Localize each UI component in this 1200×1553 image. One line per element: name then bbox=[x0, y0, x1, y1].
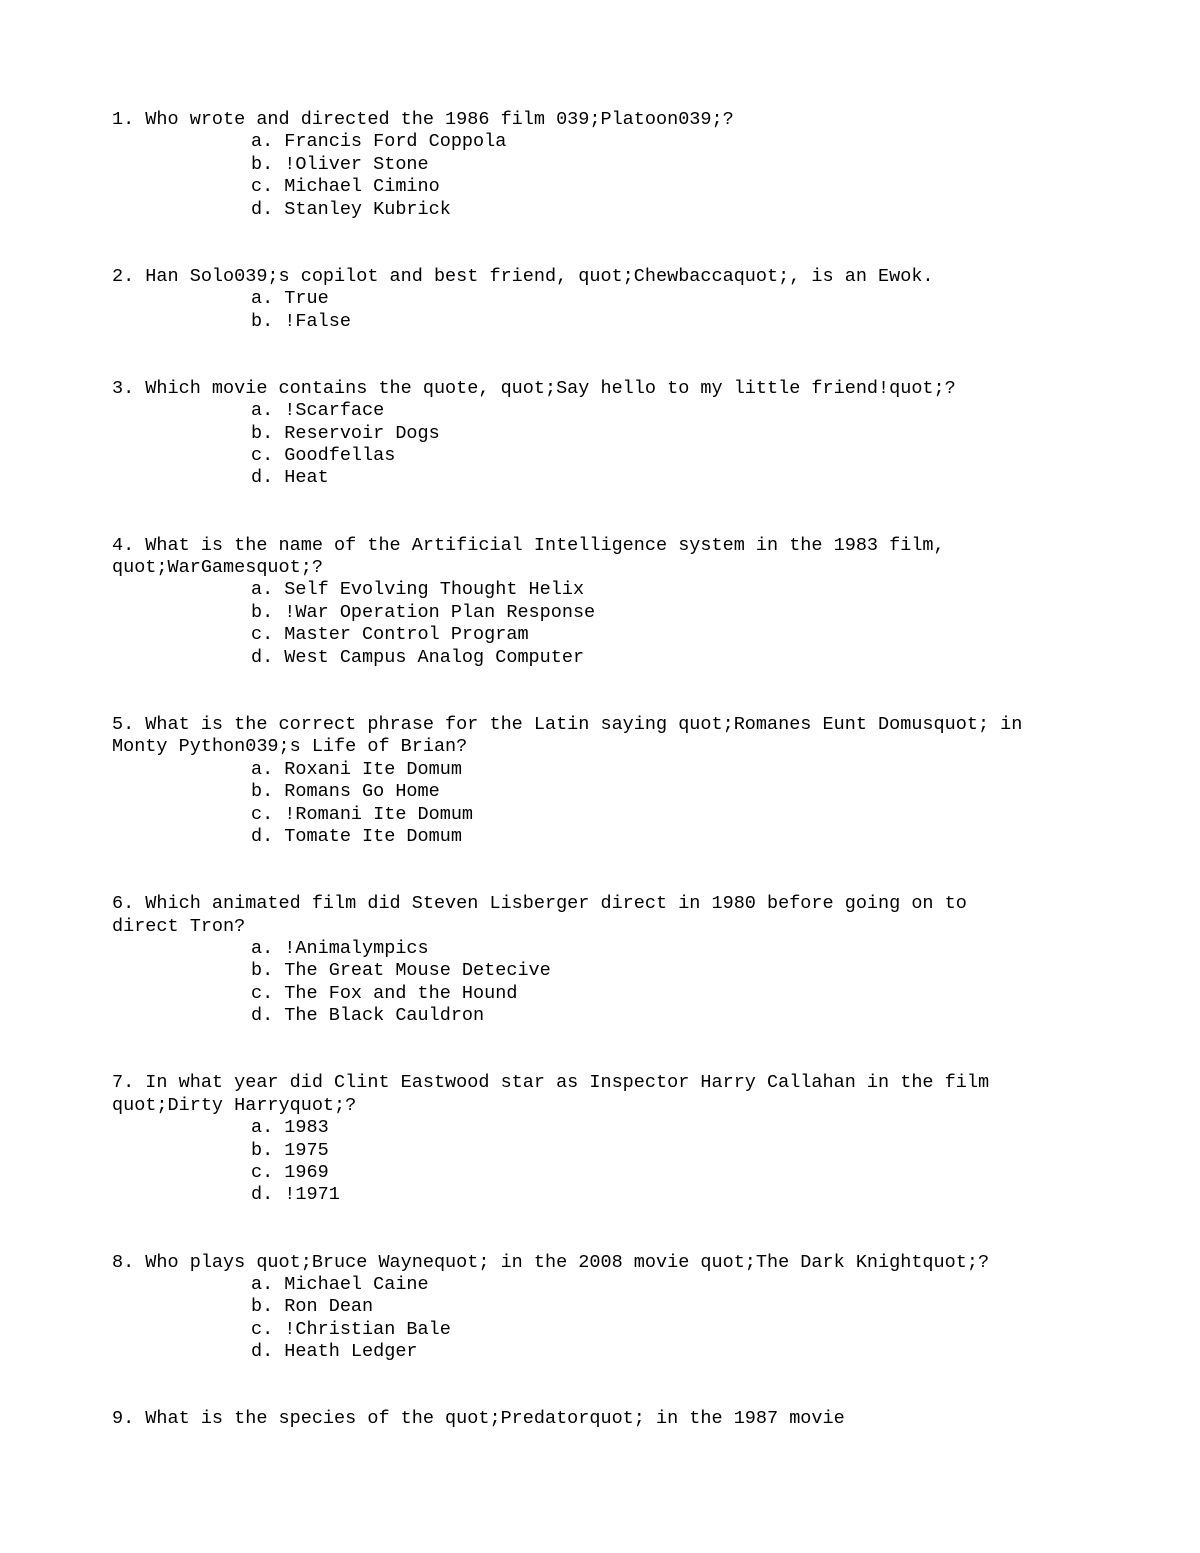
answer-option: a. !Animalympics bbox=[251, 937, 429, 959]
question-2 bbox=[112, 266, 1112, 333]
question-text: 7. In what year did Clint Eastwood star as Inspector Harry Callahan in the film quot;Dirty Harryquot;? bbox=[112, 1072, 990, 1116]
question-text: 4. What is the name of the Artificial Intelligence system in the 1983 film, quot;WarGamesquot;? bbox=[112, 534, 945, 579]
answer-option: b. The Great Mouse Detecive bbox=[251, 960, 551, 982]
question-9 bbox=[112, 1408, 1112, 1430]
question-4 bbox=[112, 535, 1112, 669]
answer-option: b. !Oliver Stone bbox=[251, 153, 429, 175]
answer-option: b. Reservoir Dogs bbox=[251, 422, 440, 444]
answer-option: d. Heath Ledger bbox=[251, 1341, 418, 1363]
question-text: 3. Which movie contains the quote, quot;Say hello to my little friend!quot;? bbox=[112, 377, 956, 399]
question-text: 9. What is the species of the quot;Predatorquot; in the 1987 movie bbox=[112, 1408, 845, 1430]
answer-option: c. !Christian Bale bbox=[251, 1318, 451, 1340]
answer-option: b. 1975 bbox=[251, 1139, 329, 1161]
answer-option: a. True bbox=[251, 288, 329, 310]
question-text: 2. Han Solo039;s copilot and best friend, quot;Chewbaccaquot;, is an Ewok. bbox=[112, 265, 934, 287]
answer-option: b. !False bbox=[251, 310, 351, 332]
answer-option: c. !Romani Ite Domum bbox=[251, 803, 474, 825]
answer-option: d. Tomate Ite Domum bbox=[251, 825, 462, 847]
answer-option: b. Romans Go Home bbox=[251, 781, 440, 803]
quiz-document bbox=[112, 109, 1112, 1476]
question-3 bbox=[112, 378, 1112, 490]
answer-option: d. Stanley Kubrick bbox=[251, 198, 451, 220]
answer-option: a. Michael Caine bbox=[251, 1274, 429, 1296]
question-text: 5. What is the correct phrase for the Latin saying quot;Romanes Eunt Domusquot; in Monty Python039;s Life of Brian? bbox=[112, 713, 1023, 758]
answer-option: d. !1971 bbox=[251, 1184, 340, 1206]
question-1 bbox=[112, 109, 1112, 221]
answer-option: a. Roxani Ite Domum bbox=[251, 758, 462, 780]
answer-option: a. Francis Ford Coppola bbox=[251, 131, 507, 153]
answer-option: d. The Black Cauldron bbox=[251, 1005, 485, 1027]
answer-option: a. Self Evolving Thought Helix bbox=[251, 579, 585, 601]
answer-option: d. Heat bbox=[251, 467, 329, 489]
question-6 bbox=[112, 893, 1112, 1027]
answer-option: c. 1969 bbox=[251, 1162, 329, 1183]
question-text: 8. Who plays quot;Bruce Waynequot; in the 2008 movie quot;The Dark Knightquot;? bbox=[112, 1251, 990, 1273]
answer-option: d. West Campus Analog Computer bbox=[251, 646, 585, 668]
answer-option: b. Ron Dean bbox=[251, 1296, 374, 1318]
question-text: 1. Who wrote and directed the 1986 film 039;Platoon039;? bbox=[112, 109, 734, 130]
question-text: 6. Which animated film did Steven Lisberger direct in 1980 before going on to direct Tron? bbox=[112, 893, 967, 937]
answer-option: a. !Scarface bbox=[251, 400, 385, 422]
answer-option: c. Goodfellas bbox=[251, 445, 396, 467]
answer-option: b. !War Operation Plan Response bbox=[251, 601, 596, 623]
question-5 bbox=[112, 714, 1112, 848]
answer-option: a. 1983 bbox=[251, 1117, 329, 1139]
question-8 bbox=[112, 1252, 1112, 1364]
answer-option: c. Master Control Program bbox=[251, 624, 529, 646]
answer-option: c. The Fox and the Hound bbox=[251, 982, 518, 1004]
answer-option: c. Michael Cimino bbox=[251, 176, 440, 198]
question-7 bbox=[112, 1072, 1112, 1206]
